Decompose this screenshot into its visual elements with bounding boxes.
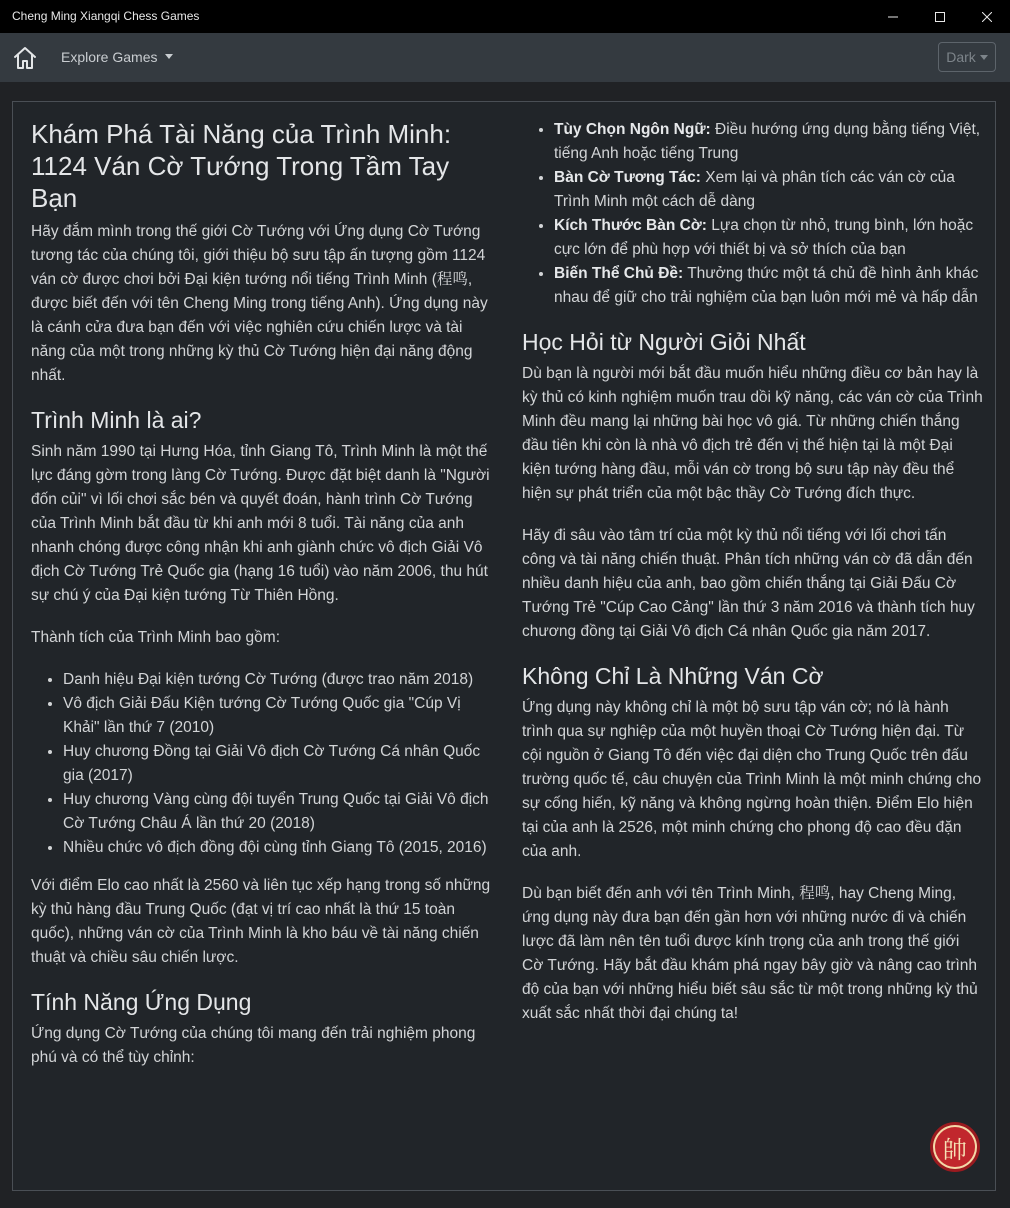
close-button[interactable] [964, 0, 1010, 33]
feature-label: Kích Thước Bàn Cờ: [554, 217, 707, 234]
minimize-button[interactable] [870, 0, 916, 33]
feature-text: Thưởng thức một tá chủ đề hình ảnh khác nhau để giữ cho trải nghiệm của bạn luôn mới mẻ và hấp dẫn [554, 265, 979, 306]
features-list [522, 118, 984, 310]
home-button[interactable] [12, 45, 38, 71]
more-paragraph-1: Ứng dụng này không chỉ là một bộ sưu tập ván cờ; nó là hành trình qua sự nghiệp của một huyền thoại Cờ Tướng hiện đại. Từ cội nguồn ở Giang Tô đến việc đại diện cho Trung Quốc trên đấu trường quốc tế, câu chuyện của Trình Minh là một minh chứng cho sự cống hiến, kỹ năng và không ngừng hoàn thiện. Điểm Elo hiện tại của anh là 2526, một minh chứng cho phong độ cao đều đặn của anh. [522, 699, 982, 860]
list-item: • Huy chương Đồng tại Giải Vô địch Cờ Tướng Cá nhân Quốc gia (2017) [63, 740, 496, 788]
page-title: Khám Phá Tài Năng của Trình Minh: 1124 Ván Cờ Tướng Trong Tầm Tay Bạn [31, 119, 452, 213]
achievements-intro: Thành tích của Trình Minh bao gồm: [31, 629, 280, 646]
xiangqi-general-piece-icon[interactable] [933, 1125, 977, 1169]
section-heading-who: Trình Minh là ai? [31, 407, 202, 433]
chevron-down-icon [165, 54, 173, 59]
close-icon [982, 12, 992, 22]
general-glyph: 帥 [943, 1135, 967, 1164]
section-heading-features: Tính Năng Ứng Dụng [31, 989, 252, 1015]
theme-dropdown[interactable] [938, 42, 996, 72]
right-column [522, 102, 984, 1044]
bio-paragraph: Sinh năm 1990 tại Hưng Hóa, tỉnh Giang Tô, Trình Minh là một thế lực đáng gờm trong làng Cờ Tướng. Được đặt biệt danh là "Người đốn củi" vì lối chơi sắc bén và quyết đoán, hành trình Cờ Tướng của Trình Minh bắt đầu từ khi anh mới 8 tuổi. Tài năng của anh nhanh chóng được công nhận khi anh giành chức vô địch Giải Vô địch Cờ Tướng Trẻ Quốc gia (hạng 16 tuổi) vào năm 2006, thu hút sự chú ý của Đại kiện tướng Từ Thiên Hồng. [31, 443, 490, 604]
explore-games-label: Explore Games [61, 49, 158, 65]
navbar [0, 33, 1010, 82]
theme-label: Dark [946, 49, 976, 65]
content-panel [12, 101, 996, 1191]
intro-paragraph: Hãy đắm mình trong thế giới Cờ Tướng với Ứng dụng Cờ Tướng tương tác của chúng tôi, giới thiệu bộ sưu tập ấn tượng gồm 1124 ván cờ được chơi bởi Đại kiện tướng nổi tiếng Trình Minh (程鸣, được biết đến với tên Cheng Ming trong tiếng Anh). Ứng dụng này là cánh cửa đưa bạn đến với việc nghiên cứu chiến lược và tài năng của một trong những kỳ thủ Cờ Tướng hiện đại năng động nhất. [31, 223, 488, 384]
feature-label: Biến Thể Chủ Đề: [554, 265, 684, 282]
home-icon [12, 45, 38, 71]
feature-label: Tùy Chọn Ngôn Ngữ: [554, 121, 711, 138]
feature-text: Lựa chọn từ nhỏ, trung bình, lớn hoặc cực lớn để phù hợp với thiết bị và sở thích của bạn [554, 217, 974, 258]
list-item [554, 262, 984, 310]
section-heading-more: Không Chỉ Là Những Ván Cờ [522, 663, 824, 689]
learn-paragraph-1: Dù bạn là người mới bắt đầu muốn hiểu những điều cơ bản hay là kỳ thủ có kinh nghiệm muốn trau dồi kỹ năng, các ván cờ của Trình Minh đều mang lại những bài học vô giá. Từ những chiến thắng đầu tiên khi còn là nhà vô địch trẻ đến vị thế hiện tại là một Đại kiện tướng hàng đầu, mỗi ván cờ trong bộ sưu tập này đều thể hiện sự phát triển của một bậc thầy Cờ Tướng đích thực. [522, 365, 983, 502]
section-heading-learn: Học Hỏi từ Người Giỏi Nhất [522, 329, 806, 355]
list-item [554, 118, 984, 166]
achievements-list [31, 668, 496, 860]
title-bar [0, 0, 1010, 33]
feature-label: Bàn Cờ Tương Tác: [554, 169, 701, 186]
features-intro: Ứng dụng Cờ Tướng của chúng tôi mang đến trải nghiệm phong phú và có thể tùy chỉnh: [31, 1025, 476, 1066]
explore-games-dropdown[interactable] [61, 49, 173, 65]
maximize-button[interactable] [917, 0, 963, 33]
learn-paragraph-2: Hãy đi sâu vào tâm trí của một kỳ thủ nổi tiếng với lối chơi tấn công và tài năng chiến thuật. Phân tích những ván cờ đã dẫn đến nhiều danh hiệu của anh, bao gồm chiến thắng tại Giải Đấu Cờ Tướng Trẻ "Cúp Cao Cảng" lần thứ 3 năm 2016 và thành tích huy chương đồng tại Giải Vô địch Cá nhân Quốc gia năm 2017. [522, 527, 975, 640]
list-item: • Nhiều chức vô địch đồng đội cùng tỉnh Giang Tô (2015, 2016) [63, 836, 496, 860]
elo-paragraph: Với điểm Elo cao nhất là 2560 và liên tục xếp hạng trong số những kỳ thủ hàng đầu Trung Quốc (đạt vị trí cao nhất là thứ 15 toàn quốc), những ván cờ của Trình Minh là kho báu về tài năng chiến thuật và chiều sâu chiến lược. [31, 877, 491, 966]
chevron-down-icon [980, 55, 988, 60]
list-item [554, 214, 984, 262]
list-item: • Vô địch Giải Đấu Kiện tướng Cờ Tướng Quốc gia "Cúp Vị Khải" lần thứ 7 (2010) [63, 692, 496, 740]
minimize-icon [888, 12, 898, 22]
window-title: Cheng Ming Xiangqi Chess Games [12, 9, 200, 23]
feature-text: Xem lại và phân tích các ván cờ của Trình Minh một cách dễ dàng [554, 169, 955, 210]
list-item: • Danh hiệu Đại kiện tướng Cờ Tướng (được trao năm 2018) [63, 668, 496, 692]
feature-text: Điều hướng ứng dụng bằng tiếng Việt, tiếng Anh hoặc tiếng Trung [554, 121, 981, 162]
maximize-icon [935, 12, 945, 22]
more-paragraph-2: Dù bạn biết đến anh với tên Trình Minh, 程鸣, hay Cheng Ming, ứng dụng này đưa bạn đến gần hơn với những nước đi và chiến lược đã làm nên tên tuổi được kính trọng của anh trong thế giới Cờ Tướng. Hãy bắt đầu khám phá ngay bây giờ và nâng cao trình độ của bạn với những hiểu biết sâu sắc từ một trong những kỳ thủ xuất sắc nhất thời đại chúng ta! [522, 885, 978, 1022]
left-column [31, 102, 496, 1088]
list-item [554, 166, 984, 214]
list-item: • Huy chương Vàng cùng đội tuyển Trung Quốc tại Giải Vô địch Cờ Tướng Châu Á lần thứ 20 (2018) [63, 788, 496, 836]
